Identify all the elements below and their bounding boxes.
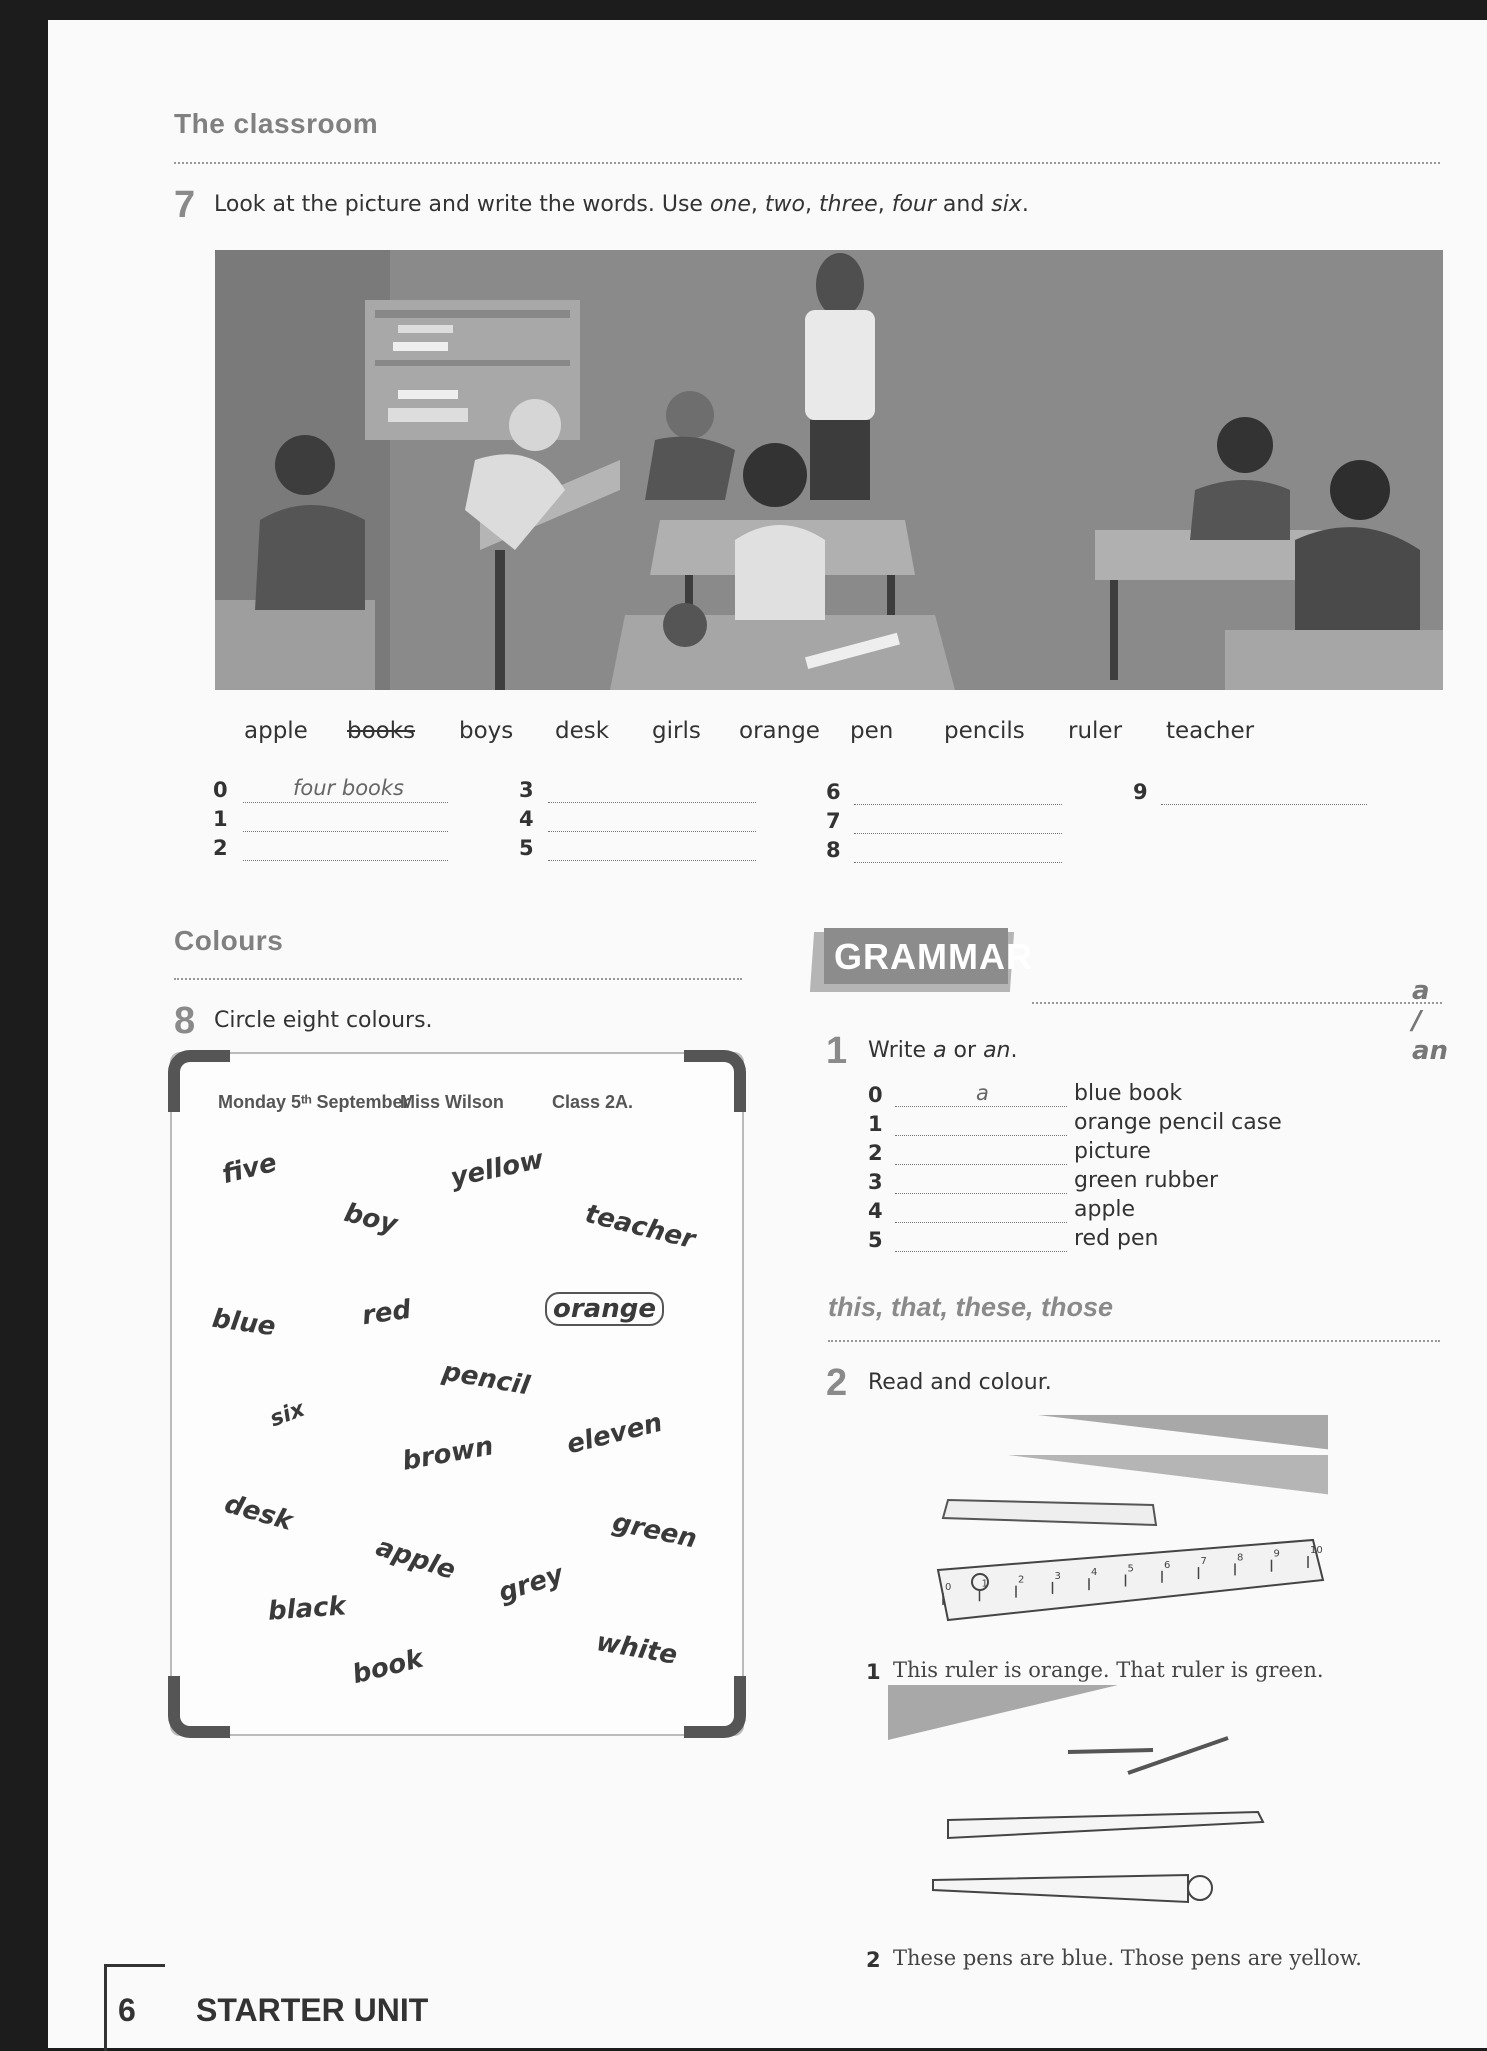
section-divider [1032,1002,1442,1004]
instruction-word-six: six [991,192,1022,217]
item-phrase: apple [1074,1197,1136,1222]
board-word[interactable]: red [360,1294,413,1332]
word-box-item: desk [555,718,610,744]
board-word[interactable]: black [267,1591,347,1627]
ruler-tick-label: 8 [1237,1552,1244,1564]
answer-number: 3 [519,778,534,802]
board-word[interactable]: brown [400,1431,496,1477]
answer-line[interactable] [895,1251,1067,1252]
word-box-item: boys [459,718,514,744]
section-divider [174,978,742,980]
answer-line[interactable] [548,802,756,803]
board-corner [684,1676,746,1738]
section-divider [828,1340,1440,1342]
exercise-2-instruction: Read and colour. [868,1370,1052,1395]
answer-number: 7 [826,809,841,833]
answer-line[interactable] [243,860,448,861]
exercise-number-7: 7 [174,184,196,226]
board-word[interactable]: eleven [563,1407,666,1461]
item-phrase: blue book [1074,1081,1183,1106]
sentence-number: 1 [866,1660,881,1684]
answer-number: 1 [213,807,228,831]
answer-number: 4 [519,807,534,831]
board-corner [168,1676,230,1738]
board-word[interactable]: green [609,1507,700,1555]
instruction-text: or [946,1038,984,1063]
answer-line[interactable] [243,831,448,832]
word-box-item: pencils [944,718,1025,744]
item-number: 5 [868,1228,883,1252]
word-box-item: girls [652,718,701,744]
ruler-tick-label: 3 [1054,1570,1061,1582]
board-word[interactable]: six [266,1396,309,1433]
instruction-text: Write [868,1038,934,1063]
instruction-word-one: one [709,192,751,217]
word-box-item-crossed: books [347,718,416,744]
answer-number: 2 [213,836,228,860]
answer-line[interactable] [243,802,448,803]
word-box-item: apple [244,718,308,744]
board-word[interactable]: five [219,1147,280,1191]
word-box-item: ruler [1068,718,1123,744]
unit-title: STARTER UNIT [196,1992,429,2028]
section-title-colours: Colours [174,925,284,956]
answer-line[interactable] [548,860,756,861]
item-phrase: picture [1074,1139,1151,1164]
answer-line[interactable] [854,833,1062,834]
ruler-tick-label: 7 [1200,1556,1207,1568]
answer-line[interactable] [895,1222,1067,1223]
answer-line[interactable] [1161,804,1367,805]
grammar-subtitle: a / an [1412,976,1449,1066]
workbook-page [48,20,1487,2048]
board-word[interactable]: blue [210,1303,278,1343]
item-phrase: green rubber [1074,1168,1219,1193]
item-number: 3 [868,1170,883,1194]
answer-number: 6 [826,780,841,804]
sentence-number: 2 [866,1948,881,1972]
board-word[interactable]: desk [221,1489,296,1537]
board-teacher: Miss Wilson [400,1092,504,1112]
answer-line[interactable] [854,862,1062,863]
sentence-text: This ruler is orange. That ruler is green. [893,1658,1324,1682]
instruction-word-two: two [764,192,806,217]
ruler-tick-label: 6 [1164,1559,1171,1571]
exercise-number-2: 2 [826,1362,848,1404]
grammar-banner [824,928,1033,984]
board-word[interactable]: yellow [447,1144,547,1194]
answer-number: 9 [1133,780,1148,804]
instruction-separator: , [750,192,765,217]
item-phrase: red pen [1074,1226,1159,1251]
board-word[interactable]: book [349,1643,427,1691]
board-date: Monday 5ᵗʰ September [218,1092,410,1112]
instruction-word-an: an [983,1038,1011,1063]
board-word[interactable]: grey [494,1559,568,1609]
section-title-classroom: The classroom [174,108,379,139]
instruction-text: and [935,192,992,217]
board-word[interactable]: apple [372,1532,459,1586]
ruler-illustration [888,1410,1328,1650]
word-box-item: teacher [1166,718,1255,744]
example-answer: four books [293,776,404,800]
answer-number: 8 [826,838,841,862]
instruction-text: . [1010,1038,1018,1063]
classroom-illustration [215,250,1443,690]
whiteboard [170,1052,744,1736]
instruction-word-three: three [819,192,878,217]
board-corner [684,1050,746,1112]
instruction-word-four: four [891,192,936,217]
ruler-tick-label: 5 [1127,1563,1134,1575]
section-title-demonstratives: this, that, these, those [828,1292,1114,1322]
pen-illustration [888,1680,1328,1920]
item-number: 2 [868,1141,883,1165]
exercise-number-1: 1 [826,1030,848,1072]
word-box-item: orange [739,718,820,744]
grammar-banner-label: GRAMMAR [834,936,1033,977]
grammar-instruction [868,1038,1018,1063]
board-class: Class 2A. [552,1092,634,1112]
ruler-tick-label: 10 [1310,1545,1323,1556]
item-number: 0 [868,1083,883,1107]
board-word[interactable]: pencil [440,1356,532,1402]
answer-number: 5 [519,836,534,860]
example-answer: a [976,1081,989,1105]
instruction-text: Look at the picture and write the words. Use [214,192,710,217]
ruler-tick-label: 2 [1018,1574,1025,1586]
page-number: 6 [118,1992,136,2028]
answer-number: 0 [213,778,228,802]
exercise-8-instruction: Circle eight colours. [214,1008,433,1033]
ruler-tick-label: 4 [1091,1567,1098,1579]
item-number: 1 [868,1112,883,1136]
answer-line[interactable] [895,1135,1067,1136]
answer-line[interactable] [895,1106,1067,1107]
instruction-separator: , [805,192,820,217]
word-box-item: pen [850,718,894,744]
answer-line[interactable] [854,804,1062,805]
word-box [215,706,1443,762]
answer-line[interactable] [895,1193,1067,1194]
board-word[interactable]: teacher [582,1198,698,1256]
section-divider [174,162,1440,164]
board-word-circled[interactable]: orange [545,1292,664,1326]
sentence-text: These pens are blue. Those pens are yellow. [893,1946,1362,1970]
exercise-number-8: 8 [174,1000,196,1042]
item-number: 4 [868,1199,883,1223]
item-phrase: orange pencil case [1074,1110,1282,1135]
exercise-7-instruction [214,192,1029,217]
instruction-word-a: a [933,1038,947,1063]
ruler-tick-label: 9 [1273,1548,1280,1560]
ruler-tick-label: 0 [945,1582,952,1593]
answer-line[interactable] [548,831,756,832]
answer-line[interactable] [895,1164,1067,1165]
ruler-tick-label: 1 [981,1578,988,1590]
board-word[interactable]: boy [341,1197,401,1241]
instruction-text: . [1021,192,1029,217]
instruction-separator: , [877,192,892,217]
board-word[interactable]: white [594,1627,680,1671]
